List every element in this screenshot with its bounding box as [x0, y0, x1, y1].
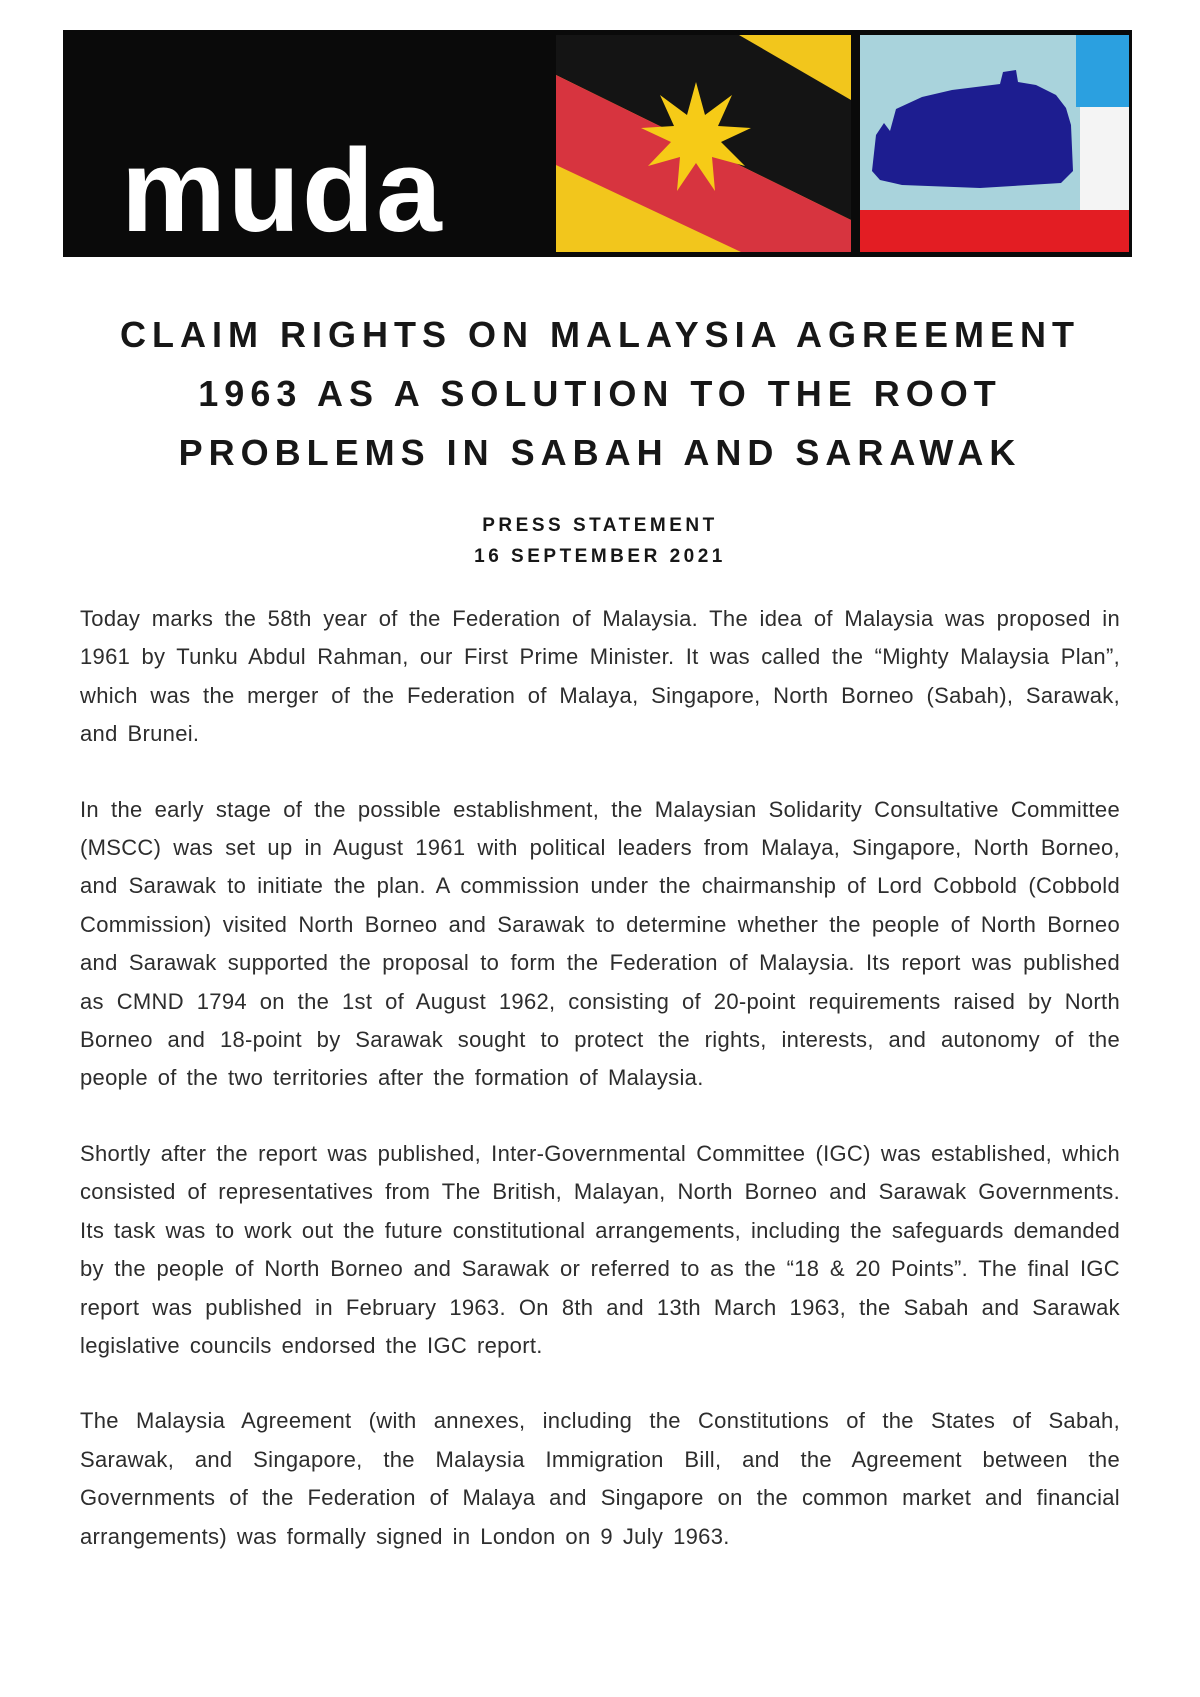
sabah-flag-image	[860, 35, 1129, 252]
header-banner	[63, 30, 1132, 257]
paragraph-1: Today marks the 58th year of the Federation of Malaysia. The idea of Malaysia was proposed in 1961 by Tunku Abdul Rahman, our First Prime Minister. It was called the “Mighty Malaysia Plan”, which was the merger of the Federation of Malaya, Singapore, North Borneo (Sabah), Sarawak, and Brunei.	[80, 606, 1120, 747]
title-line-3: PROBLEMS IN SABAH AND SARAWAK	[178, 432, 1022, 473]
subtitle-block	[80, 510, 1120, 572]
press-statement-label: PRESS STATEMENT	[482, 515, 718, 536]
press-body	[80, 600, 1120, 1556]
flags-strip	[556, 30, 1132, 257]
muda-logo-text: muda	[121, 124, 444, 257]
paragraph-4: The Malaysia Agreement (with annexes, including the Constitutions of the States of Sabah, Sarawak, and Singapore, the Malaysia Immigration Bill, and the Agreement between the Governments of the Federation of Malaya and Singapore on the common market and financial arrangements) was formally signed in London on 9 July 1963.	[80, 1408, 1120, 1549]
muda-logo	[63, 30, 556, 257]
title-line-1: CLAIM RIGHTS ON MALAYSIA AGREEMENT	[119, 314, 1081, 355]
paragraph-3: Shortly after the report was published, Inter-Governmental Committee (IGC) was established, which consisted of representatives from The British, Malayan, North Borneo and Sarawak Governments. Its task was to work out the future constitutional arrangements, including the safeguards demanded by the people of North Borneo and Sarawak or referred to as the “18 & 20 Points”. The final IGC report was published in February 1963. On 8th and 13th March 1963, the Sabah and Sarawak legislative councils endorsed the IGC report.	[80, 1140, 1120, 1358]
page-title	[80, 305, 1120, 482]
paragraph-2: In the early stage of the possible establishment, the Malaysian Solidarity Consultative Committee (MSCC) was set up in August 1961 with political leaders from Malaya, Singapore, North Borneo, and Sarawak to initiate the plan. A commission under the chairmanship of Lord Cobbold (Cobbold Commission) visited North Borneo and Sarawak to determine whether the people of North Borneo and Sarawak supported the proposal to form the Federation of Malaysia. Its report was published as CMND 1794 on the 1st of August 1962, consisting of 20-point requirements raised by North Borneo and 18-point by Sarawak sought to protect the rights, interests, and autonomy of the people of the two territories after the formation of Malaysia.	[80, 796, 1120, 1091]
sarawak-flag-image	[556, 35, 851, 252]
press-statement-date: 16 SEPTEMBER 2021	[474, 546, 726, 567]
title-line-2: 1963 AS A SOLUTION TO THE ROOT	[198, 373, 1002, 414]
